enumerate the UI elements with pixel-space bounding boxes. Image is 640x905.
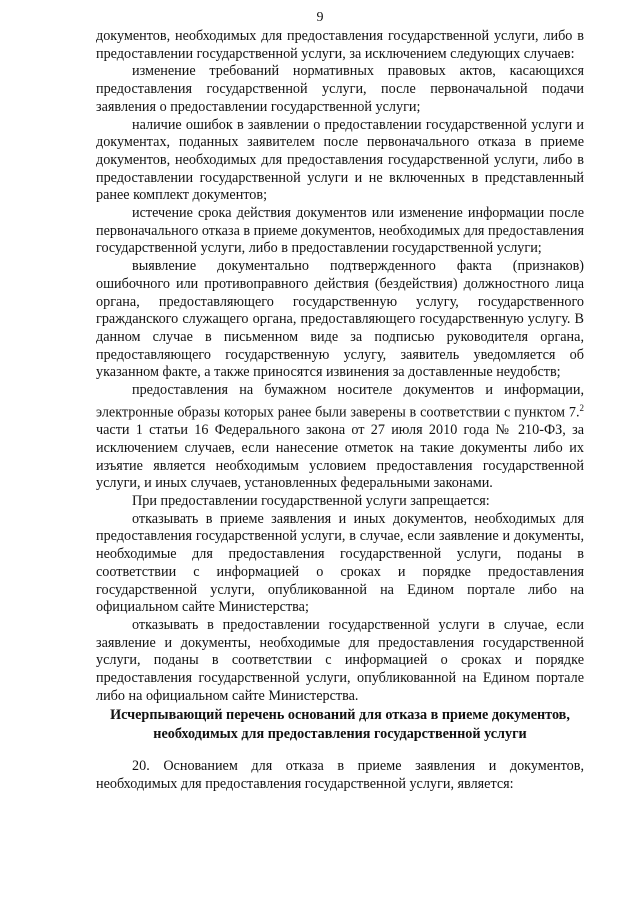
paragraph-errors: наличие ошибок в заявлении о предоставлении государственной услуги и документах, поданных заявителем после первоначального отказа в приеме документов, необходимых для предоставления государственной услуги, либо в предоставлении государственной услуги и не включенных в представленный ранее комплект документов; (96, 116, 584, 204)
paragraph-refuse-acceptance: отказывать в приеме заявления и иных документов, необходимых для предоставления государственной услуги, в случае, если заявление и документы, необходимые для предоставления государственной услуги, поданы в соответствии с информацией о сроках и порядке предоставления государственной услуги, опубликованной на Едином портале либо на официальном сайте Министерства; (96, 510, 584, 616)
section-heading-line-1: Исчерпывающий перечень оснований для отказа в приеме документов, (110, 707, 570, 723)
paragraph-paper-documents-start: предоставления на бумажном носителе документов и информации, электронные образы которых ранее были заверены в соответствии с пунктом 7. (96, 382, 584, 421)
paragraph-requirements-change: изменение требований нормативных правовых актов, касающихся предоставления государственной услуги, после первоначальной подачи заявления о предоставлении государственной услуги; (96, 63, 584, 115)
paragraph-paper-documents (96, 382, 584, 493)
paragraph-prohibited: При предоставлении государственной услуги запрещается: (132, 493, 490, 510)
paragraph-paper-documents-end: части 1 статьи 16 Федерального закона от 27 июля 2010 года № 210-ФЗ, за исключением случаев, если нанесение отметок на такие документы либо их изъятие является необходимым условием предоставления государственной услуги, и иных случаев, установленных федеральными законами. (96, 422, 584, 492)
paragraph-continuation: документов, необходимых для предоставления государственной услуги, либо в предоставлении государственной услуги, за исключением следующих случаев: (96, 28, 584, 62)
section-20 (96, 758, 584, 793)
paragraph-expiry: истечение срока действия документов или изменение информации после первоначального отказа в приеме документов, необходимых для предоставления государственной услуги, либо в предоставлении государственной услуги; (96, 205, 585, 257)
section-heading-line-2: необходимых для предоставления государственной услуги (153, 726, 527, 742)
page-number: 9 (316, 10, 324, 25)
paragraph-section-20: 20. Основанием для отказа в приеме заявления и документов, необходимых для предоставления государственной услуги, является: (96, 758, 584, 792)
body-text (96, 28, 584, 705)
footnote-superscript: 2 (579, 402, 584, 413)
paragraph-refuse-service: отказывать в предоставлении государственной услуги в случае, если заявление и документы, необходимые для предоставления государственной услуги, поданы в соответствии с информацией о сроках и порядке предоставления государственной услуги, опубликованной на Едином портале либо на официальном сайте Министерства. (96, 616, 584, 704)
section-heading (96, 706, 584, 744)
paragraph-wrongful-action: выявление документально подтвержденного факта (признаков) ошибочного или противоправного действия (бездействия) должностного лица органа, предоставляющего государственную услугу, государственного гражданского служащего органа, предоставляющего государственную услугу. В данном случае в письменном виде за подписью руководителя органа, предоставляющего государственную услугу, заявитель уведомляется об указанном факте, а также приносятся извинения за доставленные неудобств; (96, 258, 584, 381)
